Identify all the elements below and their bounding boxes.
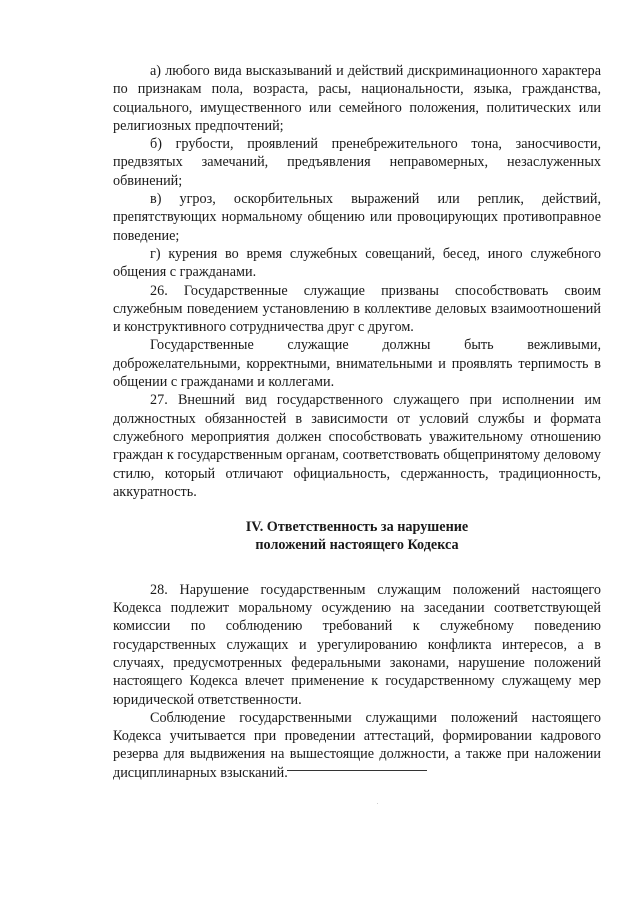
paragraph-26: 26. Государственные служащие призваны способствовать своим служебным поведением установлению в коллективе деловых взаимоотношений и конструктивного сотрудничества друг с другом. xyxy=(113,282,601,336)
paragraph-item-v: в) угроз, оскорбительных выражений или реплик, действий, препятствующих нормальному общению или провоцирующих противоправное поведение; xyxy=(113,191,601,244)
paragraph-28-continued: Соблюдение государственными служащими положений настоящего Кодекса учитывается при проведении аттестаций, формировании кадрового резерва для выдвижения на вышестоящие должности, а также при наложении дисциплинарных взысканий. xyxy=(113,709,601,781)
paragraph-item-g: г) курения во время служебных совещаний, бесед, иного служебного общения с гражданами. xyxy=(113,245,601,281)
paragraph-26-continued: Государственные служащие должны быть вежливыми, доброжелательными, корректными, внимательными и проявлять терпимость в общении с гражданами и коллегами. xyxy=(113,337,601,391)
section-heading-line-2: положений настоящего Кодекса xyxy=(255,537,459,554)
section-heading-line-1: IV. Ответственность за нарушение xyxy=(245,519,469,536)
scan-speck xyxy=(377,803,378,804)
document-page xyxy=(113,62,601,782)
section-heading xyxy=(113,518,601,555)
end-divider-line xyxy=(287,770,427,771)
paragraph-28: 28. Нарушение государственным служащим положений настоящего Кодекса подлежит моральному осуждению на заседании соответствующей комиссии по соблюдению требований к служебному поведению государственных служащих и урегулированию конфликта интересов, а в случаях, предусмотренных федеральными законами, нарушение положений настоящего Кодекса влечет применение к государственному служащему мер юридической ответственности. xyxy=(113,581,601,708)
paragraph-item-a: а) любого вида высказываний и действий дискриминационного характера по признакам пола, возраста, расы, национальности, языка, гражданства, социального, имущественного или семейного положения, политических или религиозных предпочтений; xyxy=(113,63,601,134)
paragraph-item-b: б) грубости, проявлений пренебрежительного тона, заносчивости, предвзятых замечаний, предъявления неправомерных, незаслуженных обвинений; xyxy=(113,136,601,189)
paragraph-27: 27. Внешний вид государственного служащего при исполнении им должностных обязанностей в зависимости от условий службы и формата служебного мероприятия должен способствовать уважительному отношению граждан к государственным органам, соответствовать общепринятому деловому стилю, который отличают официальность, сдержанность, традиционность, аккуратность. xyxy=(113,392,601,500)
